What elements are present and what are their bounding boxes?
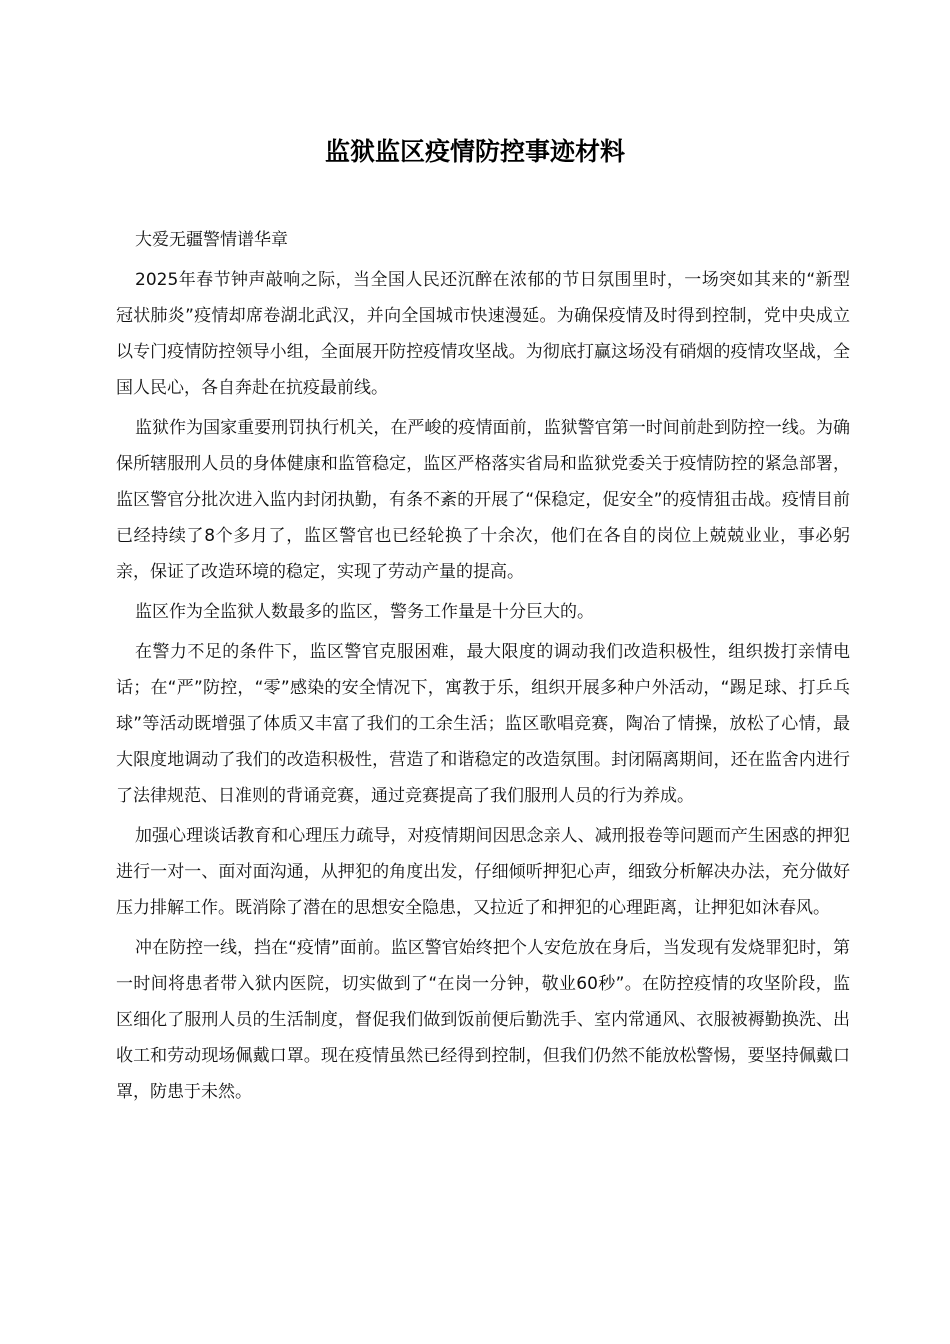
document-body [116, 222, 850, 1114]
paragraph-activities: 在警力不足的条件下，监区警官克服困难，最大限度的调动我们改造积极性，组织拨打亲情电话；在“严”防控，“零”感染的安全情况下，寓教于乐，组织开展多种户外活动，“踢足球、打乒乓球”等活动既增强了体质又丰富了我们的工余生活；监区歌唱竞赛，陶冶了情操，放松了心情，最大限度地调动了我们的改造积极性，营造了和谐稳定的改造氛围。封闭隔离期间，还在监舍内进行了法律规范、日准则的背诵竞赛，通过竞赛提高了我们服刑人员的行为养成。 [116, 642, 850, 806]
paragraph-frontline: 冲在防控一线，挡在“疫情”面前。监区警官始终把个人安危放在身后，当发现有发烧罪犯时，第一时间将患者带入狱内医院，切实做到了“在岗一分钟，敬业60秒”。在防控疫情的攻坚阶段，监区细化了服刑人员的生活制度，督促我们做到饭前便后勤洗手、室内常通风、衣服被褥勤换洗、出收工和劳动现场佩戴口罩。现在疫情虽然已经得到控制，但我们仍然不能放松警惕，要坚持佩戴口罩，防患于未然。 [116, 938, 850, 1102]
paragraph-outbreak: 2025年春节钟声敲响之际，当全国人民还沉醉在浓郁的节日氛围里时，一场突如其来的“新型冠状肺炎”疫情却席卷湖北武汉，并向全国城市快速漫延。为确保疫情及时得到控制，党中央成立以专门疫情防控领导小组，全面展开防控疫情攻坚战。为彻底打赢这场没有硝烟的疫情攻坚战，全国人民心，各自奔赴在抗疫最前线。 [116, 270, 850, 398]
document-subtitle: 大爱无疆警情谱华章 [135, 230, 288, 250]
paragraph-counseling: 加强心理谈话教育和心理压力疏导，对疫情期间因思念亲人、减刑报卷等问题而产生困惑的押犯进行一对一、面对面沟通，从押犯的角度出发，仔细倾听押犯心声，细致分析解决办法，充分做好压力排解工作。既消除了潜在的思想安全隐患，又拉近了和押犯的心理距离，让押犯如沐春风。 [116, 826, 850, 918]
document-title: 监狱监区疫情防控事迹材料 [324, 137, 625, 166]
paragraph-prison-response: 监狱作为国家重要刑罚执行机关，在严峻的疫情面前，监狱警官第一时间前赴到防控一线。为确保所辖服刑人员的身体健康和监管稳定，监区严格落实省局和监狱党委关于疫情防控的紧急部署，监区警官分批次进入监内封闭执勤，有条不紊的开展了“保稳定，促安全”的疫情狙击战。疫情目前已经持续了8个多月了，监区警官也已经轮换了十余次，他们在各自的岗位上兢兢业业，事必躬亲，保证了改造环境的稳定，实现了劳动产量的提高。 [116, 418, 850, 582]
paragraph-workload: 监区作为全监狱人数最多的监区，警务工作量是十分巨大的。 [135, 602, 594, 622]
